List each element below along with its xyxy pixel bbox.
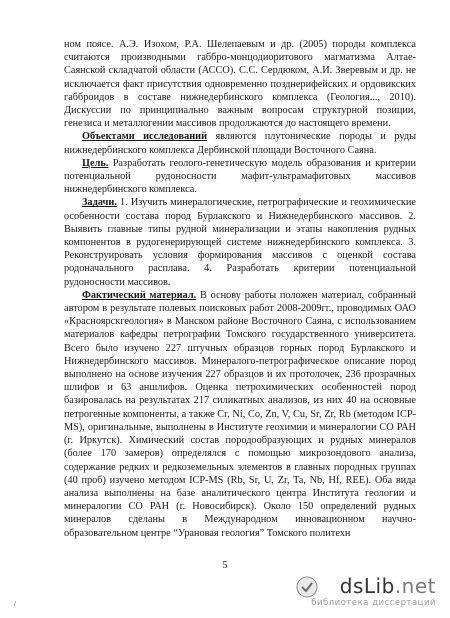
- paragraph-goal: [64, 157, 416, 197]
- material-text: В основу работы положен материал, собранный автором в результате полевых поисковых работ 2008-2009гг., проводимых ОАО «Красноярскгеология» в Манском районе Восточного Саяна, с использованием материалов кафедры петрографии Томского государственного университета. Всего было изучено 227 штучных образцов горных пород Бурлакского и Нижнедербинского массивов. Минералого-петрографическое описание пород выполнено на основе изучения 227 образцов и их протолочек, 236 прозрачных шлифов и 63 аншлифов. Оценка петрохимических особенностей пород базировалась на результатах 217 силикатных анализов, из них 40 на основные петрогенные компоненты, а также Cr, Ni, Co, Zn, V, Cu, Sr, Zr, Rb (методом ICP-MS), оригинальные, выполнены в Институте геохимии и минералогии СО РАН (г. Иркутск). Химический состав породообразующих и рудных минералов (более 170 замеров) определялся с помощью микрозондового анализа, содержание редких и редкоземельных элементов в главных породных группах (40 проб) изучено методом ICP-MS (Rb, Sr, U, Zr, Ta, Nb, Hf, REE). Оба вида анализа выполнены на базе аналитического центра Института геологии и минералогии СО РАН (г. Новосибирск). Около 150 определений рудных минералов сделаны в Международном инновационном научно-образовательном центре “Урановая геология” Томского политехн: [64, 289, 416, 539]
- body-text: [64, 38, 416, 540]
- tasks-heading: Задачи.: [82, 197, 117, 209]
- dslib-watermark: [296, 574, 436, 612]
- paragraph-intro: ном поясе. А.Э. Изохом, Р.А. Шелепаевым и др. (2005) породы комплекса считаются производными габбро-монцодиоритового магматизма Алтае-Саянской складчатой области (АССО). С.С. Сердюком, А.И. Зверевым и др. не исключается факт присутствия одновременно позднерифейских и ордовикских габброидов в составе нижнедербинского комплекса (Геология..., 2010). Дискуссии по принципиально важным вопросам структурной позиции, генезиса и металлогении массивов продолжаются до настоящего времени.: [64, 39, 416, 130]
- objects-text: являются плутонические породы и руды нижнедербинского комплекса Дербинской площади Восточного Саяна.: [64, 131, 416, 156]
- watermark-logo-tld: .net: [394, 574, 436, 598]
- paragraph-objects: [64, 130, 416, 156]
- objects-heading: Объектами исследований: [82, 131, 208, 143]
- material-heading: Фактический материал.: [82, 289, 197, 301]
- watermark-caption: библиотека диссертаций: [311, 598, 436, 608]
- paragraph-material: [64, 289, 416, 540]
- page-number: 5: [222, 560, 228, 571]
- goal-heading: Цель.: [82, 157, 109, 169]
- tasks-text: 1. Изучить минералогические, петрографические и геохимические особенности состава пород Бурлакского и Нижнедербинского массивов. 2. Выявить главные типы рудной минерализации и этапы накопления рудных компонентов в рудогенерирующей системе нижнедербинского комплекса. 3. Реконструировать условия формирования массивов с оценкой состава родоначального расплава. 4. Разработать критерии потенциальной рудоносности массивов.: [64, 197, 416, 288]
- watermark-logo: [340, 574, 436, 598]
- watermark-logo-main: dsLib: [339, 574, 395, 598]
- paragraph-tasks: [64, 196, 416, 288]
- goal-text: Разработать геолого-генетическую модель образования и критерии потенциальной рудоносности мафит-ультрамафитовых массивов нижнедербинского комплекса.: [64, 157, 416, 196]
- dslib-logo-icon: [296, 576, 318, 598]
- margin-mark: /: [14, 600, 16, 608]
